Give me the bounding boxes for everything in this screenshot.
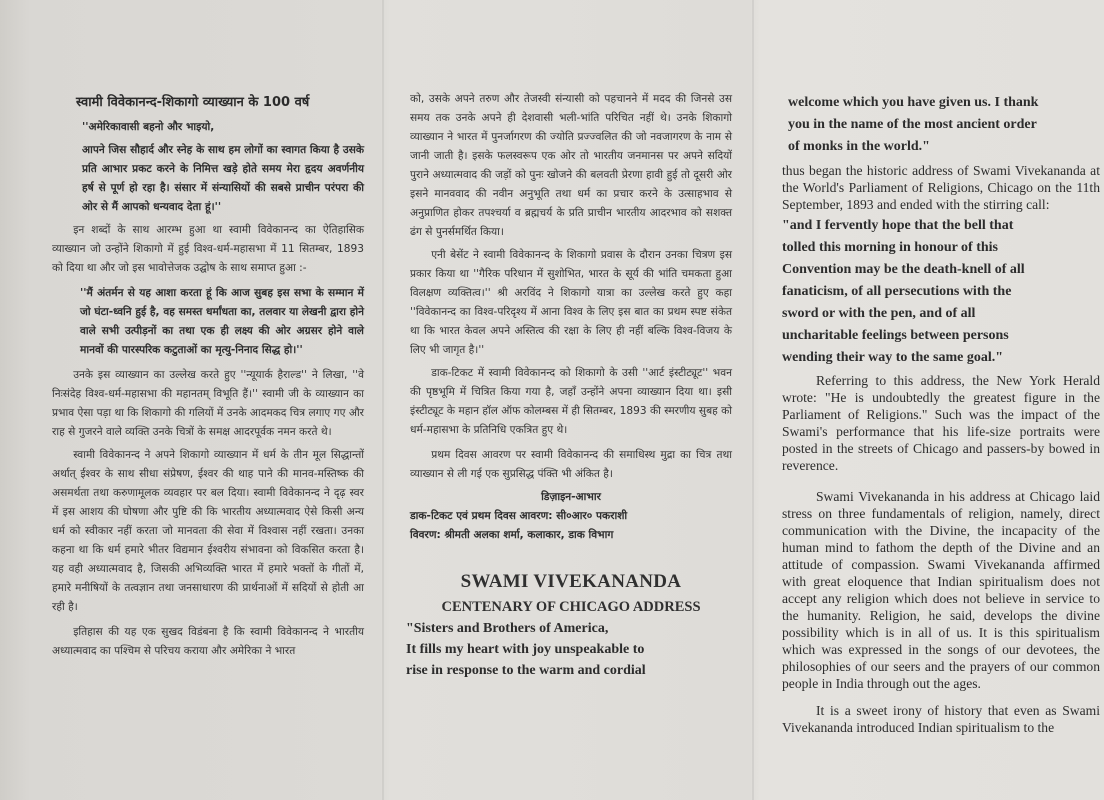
hindi-paragraph-2: उनके इस व्याख्यान का उल्लेख करते हुए ''न्यूयार्क हैराल्ड'' ने लिखा, ''वे निःसंदेह विश्व-धर्म-महासभा की महानतम् विभूति हैं।'' स्वामी जी के व्याख्यान का प्रभाव ऐसा पड़ा था कि शिकागो की गलियों में उनके आदमकद चित्र लगाए गए और राह से गुजरने वाले व्यक्ति उनके चित्रों के समक्ष आदरपूर्वक नमन करते थे। <box>52 369 364 438</box>
english-closing-quote <box>782 215 1100 369</box>
english-quote-line: you in the name of the most ancient order <box>788 117 1037 132</box>
hindi-closing-quote: ''मैं अंतर्मन से यह आशा करता हूं कि आज सुबह इस सभा के सम्मान में जो घंटा-ध्वनि हुई है, वह समस्त धर्मांधता का, तलवार या लेखनी द्वारा होने वाले सभी उत्पीड़नों का तथा एक ही लक्ष्य की ओर अग्रसर होने वाले मानवों की पारस्परिक कटुताओं का मृत्यु-निनाद सिद्ध हो।'' <box>80 287 364 356</box>
fold-line-left <box>382 0 384 800</box>
hindi-title: स्वामी विवेकानन्द-शिकागो व्याख्यान के 100 वर्ष <box>76 95 310 110</box>
english-paragraph-3: Swami Vivekananda in his address at Chicago laid stress on three fundamentals of religion, namely, direct communication with the Divine, the incapacity of the human mind to fathom the depth of the Divine and an attitude of compassion. Swami Vivekananda affirmed with great eloquence that Indian spiritualism does not accept any religion which does not believe in service to the humanity. Religion, he said, develops the divine possibility which is in all of us. It is this spiritualism which was expressed in the songs of our devotees, the philosophies of our seers and the prayers of our common people in India through out the ages. <box>782 489 1100 691</box>
english-closing-line: wending their way to the same goal." <box>782 350 1004 365</box>
english-paragraph-1: thus began the historic address of Swami Vivekananda at the World's Parliament of Religions, Chicago on the 11th September, 1893 and ended with the stirring call: <box>782 163 1100 212</box>
english-quote-line: It fills my heart with joy unspeakable to <box>406 642 645 657</box>
english-closing-line: "and I fervently hope that the bell that <box>782 218 1014 233</box>
hindi-paragraph-3: स्वामी विवेकानन्द ने अपने शिकागो व्याख्यान में धर्म के तीन मूल सिद्धान्तों अर्थात् ईश्वर के साथ सीधा संप्रेषण, ईश्वर की थाह पाने की मानव-मस्तिष्क की असमर्थता तथा करुणामूलक व्यवहार पर बल दिया। स्वामी विवेकानन्द ने दृढ़ स्वर में इस आशय की घोषणा और पुष्टि की कि भारतीय अध्यात्मवाद ऐसे किसी अन्य धर्म को स्वीकार नहीं करता जो मानवता की सेवा में विश्वास नहीं रखता। उनका कहना था कि धर्म हमारे भीतर विद्यमान ईश्वरीय संभावना को विकसित करता है। यह वही अध्यात्मवाद है, जिसकी अभिव्यक्ति भारत में हमारे भक्तों के गीतों में, हमारे मनीषियों के तत्वज्ञान तथा जनसाधारण की प्रार्थनाओं में सदियों से होती आ रही है। <box>52 449 364 613</box>
hindi-paragraph-6: एनी बेसेंट ने स्वामी विवेकानन्द के शिकागो प्रवास के दौरान उनका चित्रण इस प्रकार किया था ''गैरिक परिधान में सुशोभित, भारत के सूर्य की भांति चमकता हुआ विलक्षण व्यक्तित्व।'' श्री अरविंद ने शिकागो यात्रा का उल्लेख करते हुए कहा ''विवेकानन्द का विश्व-परिदृश्य में आना विश्व के लिए इस बात का प्रथम स्पष्ट संकेत था कि भारत केवल अपने अस्तित्व की रक्षा के लिए ही नहीं बल्कि विश्व-विजय के लिए भी जागृत है।'' <box>410 249 732 356</box>
credits-heading: डिज़ाइन-आभार <box>541 491 601 503</box>
credit-text: विवरण: श्रीमती अलका शर्मा, कलाकार, डाक विभाग <box>410 529 614 541</box>
english-paragraph-4: It is a sweet irony of history that even as Swami Vivekananda introduced Indian spiritualism to the <box>782 703 1100 735</box>
hindi-paragraph-1: इन शब्दों के साथ आरम्भ हुआ था स्वामी विवेकानन्द का ऐतिहासिक व्याख्यान जो उन्होंने शिकागो में हुई विश्व-धर्म-महासभा में 11 सितम्बर, 1893 को दिया था और जो इस भावोत्तेजक उद्घोष के साथ समाप्त हुआ :- <box>52 224 364 274</box>
english-closing-line: fanaticism, of all persecutions with the <box>782 284 1012 299</box>
hindi-salutation: ''अमेरिकावासी बहनो और भाइयो, <box>82 121 215 133</box>
english-quote-start <box>406 618 732 681</box>
english-quote-line: "Sisters and Brothers of America, <box>406 621 609 636</box>
middle-column <box>406 0 732 681</box>
english-quote-line: of monks in the world." <box>788 139 930 154</box>
english-title: SWAMI VIVEKANANDA <box>460 571 682 592</box>
english-quote-line: welcome which you have given us. I thank <box>788 95 1039 110</box>
english-closing-line: sword or with the pen, and of all <box>782 306 976 321</box>
english-closing-line: uncharitable feelings between persons <box>782 328 1009 343</box>
hindi-paragraph-5: को, उसके अपने तरुण और तेजस्वी संन्यासी को पहचानने में मदद की जिनसे उस समय तक उनके अपने ही देशवासी भली-भांति परिचित नहीं थे। उनके शिकागो व्याख्यान ने भारत में पुनर्जागरण की ज्योति प्रज्ज्वलित की जो नवजागरण के नाम से जानी जाती है। इसके फलस्वरूप एक ओर तो भारतीय जनमानस पर अपने सदियों पुराने अध्यात्मवाद की जड़ों को पुनः खोजने की बलवती प्रेरणा हावी हुई तो दूसरी ओर इसने मानववाद की नवीन अनुभूति तथा धर्म का प्रचार करने के उत्साहभाव से अनुप्राणित होकर तपश्चर्या व ब्रह्मचर्य के प्रति प्राचीन भारतीय आदरभाव को सशक्त ढंग से पुनर्समर्थित किया। <box>410 93 732 238</box>
hindi-paragraph-7: डाक-टिकट में स्वामी विवेकानन्द को शिकागो के उसी ''आर्ट इंस्टीट्यूट'' भवन की पृष्ठभूमि में चित्रित किया गया है, जहाँ उन्होंने अपना व्याख्यान दिया था। इसी इंस्टीट्यूट के महान हॉल ऑफ कोलम्बस में ही सितम्बर, 1893 की स्मरणीय सुबह को धर्म-महासभा के प्रतिनिधि एकत्रित हुए थे। <box>410 367 732 436</box>
hindi-column-left <box>52 0 364 661</box>
english-column-right <box>782 0 1100 736</box>
english-quote-continued <box>788 92 1100 158</box>
english-quote-line: rise in response to the warm and cordial <box>406 663 646 678</box>
english-subtitle: CENTENARY OF CHICAGO ADDRESS <box>441 599 701 615</box>
fold-line-right <box>752 0 754 800</box>
english-closing-line: Convention may be the death-knell of all <box>782 262 1025 277</box>
hindi-paragraph-8: प्रथम दिवस आवरण पर स्वामी विवेकानन्द की समाधिस्थ मुद्रा का चित्र तथा व्याख्यान से ली गई एक सुप्रसिद्ध पंक्ति भी अंकित है। <box>410 449 732 480</box>
credit-stamp-design: डाक-टिकट एवं प्रथम दिवस आवरण: सी०आर० पकराशी <box>410 510 628 522</box>
hindi-paragraph-4: इतिहास की यह एक सुखद विडंबना है कि स्वामी विवेकानन्द ने भारतीय अध्यात्मवाद का पश्चिम से परिचय कराया और अमेरिका ने भारत <box>52 626 364 657</box>
hindi-intro-quote: आपने जिस सौहार्द और स्नेह के साथ हम लोगों का स्वागत किया है उसके प्रति आभार प्रकट करने के निमित्त खड़े होते समय मेरा हृदय अवर्णनीय हर्ष से पूर्ण हो रहा है। संसार में संन्यासियों की सबसे प्राचीन परंपरा की ओर से मैं आपको धन्यवाद देता हूं।'' <box>82 144 364 213</box>
english-paragraph-2: Referring to this address, the New York Herald wrote: "He is undoubtedly the greatest figure in the Parliament of Religions." Such was the impact of the Swami's performance that his life-size portraits were posted in the streets of Chicago and passers-by bowed in reverence. <box>782 373 1100 473</box>
english-closing-line: tolled this morning in honour of this <box>782 240 999 255</box>
